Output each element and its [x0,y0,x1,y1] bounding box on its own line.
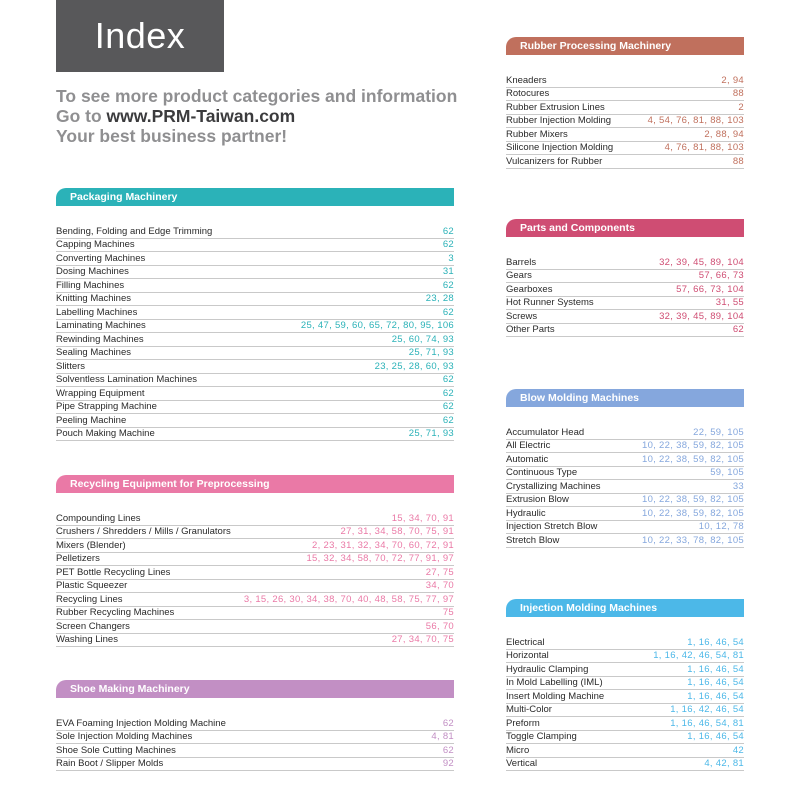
entry-page-numbers: 1, 16, 42, 46, 54, 81 [653,650,744,661]
intro-line-3: Your best business partner! [56,126,288,146]
index-entry [56,239,454,253]
entry-label: Horizontal [506,650,549,661]
entry-page-numbers: 1, 16, 46, 54 [687,663,744,675]
entry-page-numbers: 1, 16, 46, 54 [687,690,744,702]
index-entry [506,731,744,745]
entry-label: Shoe Sole Cutting Machines [56,744,176,756]
entry-label: Rubber Extrusion Lines [506,101,605,113]
entry-label: Knitting Machines [56,293,131,304]
entry-label: Solventless Lamination Machines [56,374,197,385]
entry-label: Laminating Machines [56,320,146,331]
entry-page-numbers: 10, 22, 38, 59, 82, 105 [642,440,744,451]
entry-page-numbers: 3 [448,252,454,264]
index-entry [56,744,454,758]
index-entry [56,428,454,442]
index-entry [56,333,454,347]
index-entry [56,266,454,280]
entry-label: Dosing Machines [56,266,129,277]
index-entry [506,440,744,454]
index-entry [56,607,454,621]
entry-page-numbers: 25, 71, 93 [408,347,454,358]
intro-line-2: Go to www.PRM-Taiwan.com [56,106,296,126]
entry-page-numbers: 23, 28 [425,293,454,304]
entry-label: Compounding Lines [56,512,141,524]
index-entry [56,293,454,307]
entry-page-numbers: 32, 39, 45, 89, 104 [659,310,744,322]
entry-page-numbers: 62 [442,225,454,237]
entry-page-numbers: 57, 66, 73, 104 [676,283,744,295]
entry-page-numbers: 2 [738,101,744,113]
index-entry [506,324,744,338]
section-header: Blow Molding Machines [506,389,744,407]
entry-page-numbers: 62 [442,239,454,250]
index-entry [506,426,744,440]
entry-label: Screen Changers [56,620,130,632]
section-header: Injection Molding Machines [506,599,744,617]
entry-label: Electrical [506,636,545,648]
index-entry [56,566,454,580]
entry-label: Peeling Machine [56,414,127,426]
entry-page-numbers: 31, 55 [715,297,744,308]
index-entry [506,453,744,467]
index-entry [506,310,744,324]
index-entry [506,115,744,129]
entry-label: Rewinding Machines [56,333,144,345]
entry-label: Labelling Machines [56,306,138,318]
entry-page-numbers: 25, 60, 74, 93 [391,333,454,345]
entry-page-numbers: 62 [442,306,454,318]
entry-label: Accumulator Head [506,426,585,438]
index-entry [506,636,744,650]
index-entry [506,74,744,88]
index-entry [506,507,744,521]
entry-page-numbers: 3, 15, 26, 30, 34, 38, 70, 40, 48, 58, 75, 77, 97 [243,593,454,605]
entry-page-numbers: 31 [442,266,454,277]
entry-page-numbers: 62 [442,401,454,412]
index-entry [56,731,454,745]
entry-label: Mixers (Blender) [56,539,126,551]
section-header: Packaging Machinery [56,188,454,206]
index-title-box [56,0,224,72]
index-entry [56,580,454,594]
entry-label: Preform [506,717,540,729]
index-entry [506,128,744,142]
entry-page-numbers: 62 [442,717,454,729]
index-entry [506,283,744,297]
entry-label: In Mold Labelling (IML) [506,677,603,688]
entry-page-numbers: 88 [732,155,744,167]
index-list [56,225,454,441]
index-entry [506,494,744,508]
index-entry [506,155,744,169]
section-injection-molding-machines [506,599,744,771]
entry-page-numbers: 25, 47, 59, 60, 65, 72, 80, 95, 106 [300,320,454,331]
index-entry [56,387,454,401]
entry-page-numbers: 15, 32, 34, 58, 70, 72, 77, 91, 97 [306,553,454,564]
entry-label: Toggle Clamping [506,731,577,742]
index-entry [506,101,744,115]
entry-label: Crystallizing Machines [506,480,601,492]
entry-label: Pouch Making Machine [56,428,155,439]
section-header: Rubber Processing Machinery [506,37,744,55]
section-header: Shoe Making Machinery [56,680,454,698]
entry-page-numbers: 4, 81 [431,731,454,742]
intro-text [56,86,476,146]
index-entry [56,526,454,540]
entry-label: Rubber Mixers [506,128,568,140]
entry-page-numbers: 22, 59, 105 [693,426,744,438]
entry-page-numbers: 10, 22, 38, 59, 82, 105 [642,507,744,519]
index-entry [506,677,744,691]
entry-page-numbers: 32, 39, 45, 89, 104 [659,256,744,268]
entry-page-numbers: 27, 34, 70, 75 [391,634,454,645]
entry-page-numbers: 1, 16, 42, 46, 54 [670,704,744,715]
entry-label: PET Bottle Recycling Lines [56,566,171,578]
index-entry [56,252,454,266]
entry-page-numbers: 1, 16, 46, 54 [687,636,744,648]
index-entry [506,297,744,311]
entry-page-numbers: 62 [732,324,744,335]
index-entry [56,401,454,415]
entry-label: Pipe Strapping Machine [56,401,157,412]
entry-page-numbers: 62 [442,374,454,385]
entry-label: Converting Machines [56,252,146,264]
entry-label: Barrels [506,256,537,268]
section-header: Recycling Equipment for Preprocessing [56,475,454,493]
index-entry [506,663,744,677]
entry-page-numbers: 1, 16, 46, 54 [687,677,744,688]
entry-label: Crushers / Shredders / Mills / Granulators [56,526,231,537]
section-parts-and-components [506,219,744,337]
index-entry [506,480,744,494]
intro-line-1: To see more product categories and information [56,86,458,106]
entry-page-numbers: 34, 70 [425,580,454,591]
index-entry [56,279,454,293]
entry-page-numbers: 27, 75 [425,566,454,578]
index-entry [506,744,744,758]
section-recycling-equipment [56,475,454,647]
index-entry [56,634,454,648]
entry-label: Plastic Squeezer [56,580,128,591]
index-entry [56,553,454,567]
entry-label: Rubber Recycling Machines [56,607,175,618]
index-entry [506,704,744,718]
entry-label: Wrapping Equipment [56,387,145,399]
entry-label: Pelletizers [56,553,100,564]
entry-page-numbers: 23, 25, 28, 60, 93 [374,360,454,372]
entry-page-numbers: 1, 16, 46, 54 [687,731,744,742]
index-list [506,74,744,169]
entry-page-numbers: 92 [442,758,454,769]
index-entry [56,225,454,239]
entry-page-numbers: 4, 76, 81, 88, 103 [664,142,744,153]
index-list [56,512,454,647]
index-entry [56,620,454,634]
index-entry [506,650,744,664]
entry-label: Rubber Injection Molding [506,115,612,126]
index-entry [506,256,744,270]
entry-page-numbers: 10, 22, 38, 59, 82, 105 [642,453,744,465]
index-entry [506,142,744,156]
entry-page-numbers: 15, 34, 70, 91 [391,512,454,524]
index-entry [506,88,744,102]
entry-label: Vulcanizers for Rubber [506,155,603,167]
index-title: Index [94,15,186,56]
index-list [56,717,454,771]
entry-label: Slitters [56,360,86,372]
entry-label: Extrusion Blow [506,494,569,505]
entry-page-numbers: 10, 22, 33, 78, 82, 105 [642,534,744,546]
section-shoe-making-machinery [56,680,454,771]
section-packaging-machinery [56,188,454,441]
index-entry [506,758,744,772]
entry-page-numbers: 75 [442,607,454,618]
index-entry [506,467,744,481]
entry-page-numbers: 57, 66, 73 [698,270,744,281]
entry-label: Kneaders [506,74,547,86]
index-entry [506,521,744,535]
entry-label: Continuous Type [506,467,578,478]
section-rubber-processing-machinery [506,37,744,169]
entry-page-numbers: 2, 88, 94 [704,128,744,140]
entry-label: Other Parts [506,324,555,335]
entry-label: Bending, Folding and Edge Trimming [56,225,213,237]
entry-page-numbers: 25, 71, 93 [408,428,454,439]
entry-label: Capping Machines [56,239,135,250]
entry-label: Sealing Machines [56,347,131,358]
entry-label: Hydraulic Clamping [506,663,589,675]
entry-page-numbers: 62 [442,744,454,756]
entry-page-numbers: 62 [442,387,454,399]
entry-label: Rain Boot / Slipper Molds [56,758,164,769]
entry-page-numbers: 2, 94 [721,74,744,86]
index-list [506,636,744,771]
index-entry [56,414,454,428]
index-entry [506,717,744,731]
entry-page-numbers: 62 [442,279,454,291]
section-blow-molding-machines [506,389,744,548]
entry-label: Screws [506,310,538,322]
entry-page-numbers: 27, 31, 34, 58, 70, 75, 91 [340,526,454,537]
entry-label: Micro [506,744,530,756]
entry-page-numbers: 88 [732,88,744,99]
entry-label: Automatic [506,453,549,465]
entry-page-numbers: 2, 23, 31, 32, 34, 70, 60, 72, 91 [312,539,454,551]
entry-page-numbers: 33 [732,480,744,492]
entry-label: Stretch Blow [506,534,560,546]
section-header: Parts and Components [506,219,744,237]
entry-page-numbers: 62 [442,414,454,426]
entry-label: Multi-Color [506,704,552,715]
entry-label: Recycling Lines [56,593,123,605]
entry-page-numbers: 10, 12, 78 [698,521,744,532]
entry-page-numbers: 4, 54, 76, 81, 88, 103 [647,115,744,126]
entry-label: Filling Machines [56,279,125,291]
website-link[interactable]: www.PRM-Taiwan.com [106,106,296,126]
index-list [506,426,744,548]
entry-page-numbers: 4, 42, 81 [704,758,744,769]
index-entry [56,360,454,374]
index-entry [56,347,454,361]
index-entry [56,320,454,334]
index-entry [56,717,454,731]
entry-page-numbers: 1, 16, 46, 54, 81 [670,717,744,729]
entry-page-numbers: 56, 70 [425,620,454,632]
entry-label: Gears [506,270,532,281]
entry-label: Hydraulic [506,507,546,519]
entry-label: EVA Foaming Injection Molding Machine [56,717,226,729]
index-entry [506,690,744,704]
entry-label: Insert Molding Machine [506,690,605,702]
index-entry [56,512,454,526]
entry-label: Sole Injection Molding Machines [56,731,193,742]
index-entry [56,758,454,772]
entry-label: Washing Lines [56,634,118,645]
entry-label: Vertical [506,758,538,769]
entry-label: Silicone Injection Molding [506,142,614,153]
index-entry [506,270,744,284]
entry-label: All Electric [506,440,551,451]
entry-page-numbers: 59, 105 [710,467,744,478]
entry-label: Injection Stretch Blow [506,521,598,532]
entry-label: Rotocures [506,88,550,99]
index-entry [56,539,454,553]
entry-label: Hot Runner Systems [506,297,594,308]
index-entry [56,374,454,388]
entry-page-numbers: 10, 22, 38, 59, 82, 105 [642,494,744,505]
entry-page-numbers: 42 [732,744,744,756]
entry-label: Gearboxes [506,283,553,295]
index-list [506,256,744,337]
index-entry [56,593,454,607]
index-entry [56,306,454,320]
index-entry [506,534,744,548]
